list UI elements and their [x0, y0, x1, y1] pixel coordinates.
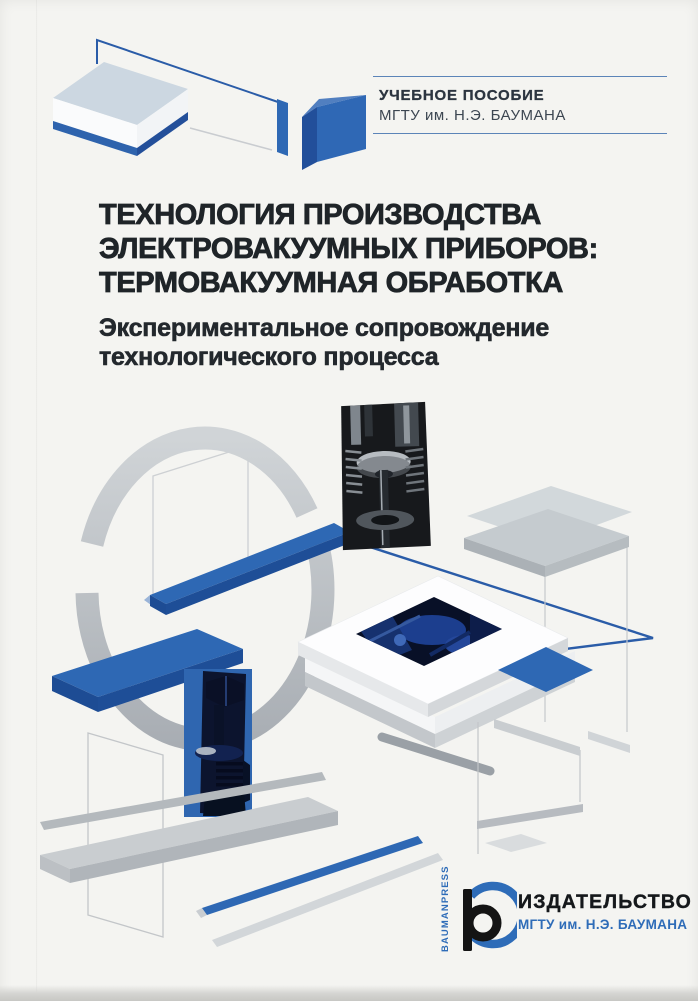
series-badge	[373, 76, 667, 134]
book-title-line: ТЕХНОЛОГИЯ ПРОИЗВОДСТВА	[99, 199, 541, 231]
book-title-line: ТЕРМОВАКУУМНАЯ ОБРАБОТКА	[99, 267, 563, 299]
series-organization: МГТУ им. Н.Э. БАУМАНА	[379, 107, 566, 124]
publisher-logo	[438, 865, 693, 960]
series-label: УЧЕБНОЕ ПОСОБИЕ	[379, 87, 545, 104]
central-platform	[298, 576, 593, 748]
book-title	[99, 198, 598, 300]
vacuum-device-cutaway-photo	[339, 402, 431, 550]
book-subtitle-line: технологического процесса	[99, 343, 439, 371]
baumanpress-vertical-label: BAUMANPRESS	[440, 865, 451, 952]
book-subtitle-line: Экспериментальное сопровождение	[99, 314, 550, 342]
top-left-slab	[53, 40, 288, 156]
book-title-line: ЭЛЕКТРОВАКУУМНЫХ ПРИБОРОВ:	[99, 233, 598, 265]
publisher-name: ИЗДАТЕЛЬСТВО	[518, 891, 693, 913]
baumanpress-logo-icon	[455, 872, 517, 956]
book-subtitle	[99, 314, 549, 372]
publisher-text	[518, 891, 692, 932]
publisher-organization: МГТУ им. Н.Э. БАУМАНА	[518, 917, 688, 932]
blue-box	[302, 95, 366, 170]
